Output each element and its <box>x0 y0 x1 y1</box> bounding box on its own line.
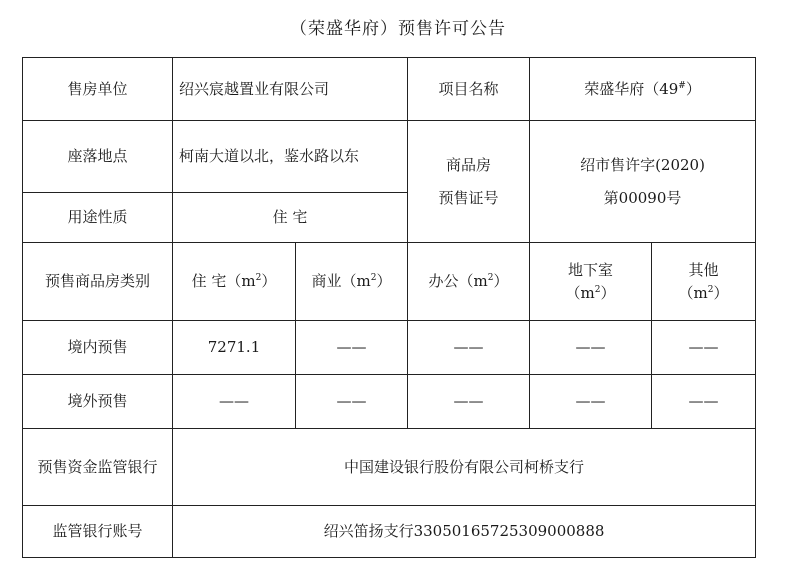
category-label: 预售商品房类别 <box>23 243 173 321</box>
bank-value: 中国建设银行股份有限公司柯桥支行 <box>173 429 756 506</box>
location-label: 座落地点 <box>23 121 173 193</box>
location-value: 柯南大道以北，鉴水路以东 <box>173 121 408 193</box>
category-commercial <box>296 243 408 321</box>
unit-sup: 2 <box>487 273 494 284</box>
row-location <box>23 121 756 193</box>
unit-close: ） <box>600 283 616 302</box>
unit-sup: 2 <box>707 284 714 295</box>
usage-label: 用途性质 <box>23 193 173 243</box>
cert-number-line1: 绍市售许字(2020) <box>580 155 705 174</box>
account-value: 绍兴笛扬支行330501657253090008​88 <box>173 506 756 558</box>
unit-sup: 2 <box>594 284 601 295</box>
category-text: 地下室 <box>568 261 614 279</box>
domestic-basement: —— <box>530 321 652 375</box>
presale-table <box>22 57 756 558</box>
category-unit-open: （m <box>678 283 708 302</box>
overseas-basement: —— <box>530 375 652 429</box>
unit-sup: 2 <box>370 273 377 284</box>
category-unit-open: （m <box>565 283 595 302</box>
project-name-sup: # <box>678 80 686 91</box>
row-seller <box>23 58 756 121</box>
unit-close: ） <box>376 272 392 291</box>
category-unit <box>536 282 645 305</box>
overseas-residential: —— <box>173 375 296 429</box>
unit-close: ） <box>713 283 729 302</box>
project-name-value <box>530 58 756 121</box>
project-name-text: 荣盛华府（49 <box>584 79 679 98</box>
category-text: 其他 <box>688 261 719 279</box>
bank-label: 预售资金监管银行 <box>23 429 173 506</box>
cert-number <box>530 121 756 243</box>
project-name-label: 项目名称 <box>408 58 530 121</box>
row-account <box>23 506 756 558</box>
row-bank <box>23 429 756 506</box>
account-label: 监管银行账号 <box>23 506 173 558</box>
seller-value: 绍兴宸越置业有限公司 <box>173 58 408 121</box>
category-basement <box>530 243 652 321</box>
category-text: 商业（m <box>311 272 371 291</box>
unit-close: ） <box>261 272 277 291</box>
category-unit <box>658 282 749 305</box>
domestic-office: —— <box>408 321 530 375</box>
cert-label-line1: 商品房 <box>446 155 492 174</box>
category-other <box>652 243 756 321</box>
category-text: 办公（m <box>428 272 488 291</box>
row-domestic <box>23 321 756 375</box>
seller-label: 售房单位 <box>23 58 173 121</box>
overseas-commercial: —— <box>296 375 408 429</box>
category-residential <box>173 243 296 321</box>
cert-number-line2: 第00090号 <box>603 188 682 207</box>
domestic-commercial: —— <box>296 321 408 375</box>
row-category <box>23 243 756 321</box>
domestic-residential: 7271.1 <box>173 321 296 375</box>
domestic-label: 境内预售 <box>23 321 173 375</box>
overseas-label: 境外预售 <box>23 375 173 429</box>
overseas-other: —— <box>652 375 756 429</box>
project-name-close: ） <box>685 79 701 98</box>
category-text: 住 宅（m <box>191 272 256 291</box>
category-office <box>408 243 530 321</box>
row-overseas <box>23 375 756 429</box>
overseas-office: —— <box>408 375 530 429</box>
domestic-other: —— <box>652 321 756 375</box>
cert-label <box>408 121 530 243</box>
unit-close: ） <box>493 272 509 291</box>
page-title: （荣盛华府）预售许可公告 <box>290 19 506 39</box>
cert-label-line2: 预售证号 <box>438 188 499 207</box>
usage-value: 住 宅 <box>173 193 408 243</box>
unit-sup: 2 <box>255 273 262 284</box>
